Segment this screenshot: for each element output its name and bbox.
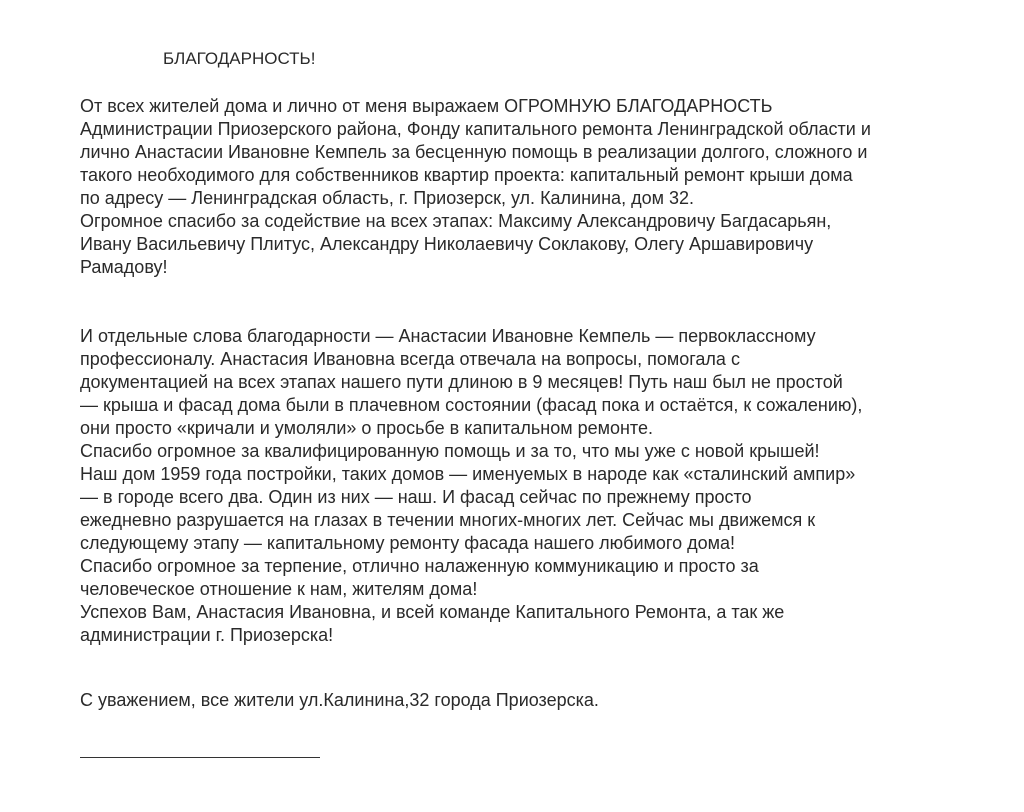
- paragraph-1-line-3: лично Анастасии Ивановне Кемпель за бесценную помощь в реализации долгого, сложного и: [80, 142, 868, 162]
- paragraph-3-line-5: они просто «кричали и умоляли» о просьбе в капитальном ремонте.: [80, 418, 653, 438]
- paragraph-4-line-2: Наш дом 1959 года постройки, таких домов — именуемых в народе как «сталинский ампир»: [80, 464, 856, 484]
- paragraph-3-line-3: документацией на всех этапах нашего пути длиною в 9 месяцев! Путь наш был не простой: [80, 372, 843, 392]
- paragraph-4-line-3: — в городе всего два. Один из них — наш. И фасад сейчас по прежнему просто: [80, 487, 752, 507]
- paragraph-4-line-1: Спасибо огромное за квалифицированную помощь и за то, что мы уже с новой крышей!: [80, 441, 820, 461]
- closing-line: С уважением, все жители ул.Калинина,32 города Приозерска.: [80, 690, 599, 710]
- paragraph-2-line-1: Огромное спасибо за содействие на всех этапах: Максиму Александровичу Багдасарьян,: [80, 211, 832, 231]
- signature-line: [80, 757, 320, 758]
- paragraph-1-line-2: Администрации Приозерского района, Фонду капитального ремонта Ленинградской области и: [80, 119, 871, 139]
- paragraph-3-line-1: И отдельные слова благодарности — Анастасии Ивановне Кемпель — первоклассному: [80, 326, 816, 346]
- paragraph-5-line-1: Спасибо огромное за терпение, отлично налаженную коммуникацию и просто за: [80, 556, 759, 576]
- paragraph-4-line-4: ежедневно разрушается на глазах в течении многих-многих лет. Сейчас мы движемся к: [80, 510, 816, 530]
- paragraph-4-line-5: следующему этапу — капитальному ремонту фасада нашего любимого дома!: [80, 533, 736, 553]
- paragraph-2-line-2: Ивану Васильевичу Плитус, Александру Николаевичу Соклакову, Олегу Аршавировичу: [80, 234, 814, 254]
- paragraph-2-line-3: Рамадову!: [80, 257, 168, 277]
- paragraph-6-line-1: Успехов Вам, Анастасия Ивановна, и всей команде Капитального Ремонта, а так же: [80, 602, 785, 622]
- letter-title: БЛАГОДАРНОСТЬ!: [163, 49, 316, 68]
- paragraph-1-line-5: по адресу — Ленинградская область, г. Приозерск, ул. Калинина, дом 32.: [80, 188, 694, 208]
- paragraph-1-line-1: От всех жителей дома и лично от меня выражаем ОГРОМНУЮ БЛАГОДАРНОСТЬ: [80, 96, 773, 116]
- paragraph-5-line-2: человеческое отношение к нам, жителям дома!: [80, 579, 478, 599]
- paragraph-1-line-4: такого необходимого для собственников квартир проекта: капитальный ремонт крыши дома: [80, 165, 853, 185]
- paragraph-3-line-2: профессионалу. Анастасия Ивановна всегда отвечала на вопросы, помогала с: [80, 349, 740, 369]
- paragraph-3-line-4: — крыша и фасад дома были в плачевном состоянии (фасад пока и остаётся, к сожалению),: [80, 395, 863, 415]
- paragraph-6-line-2: администрации г. Приозерска!: [80, 625, 334, 645]
